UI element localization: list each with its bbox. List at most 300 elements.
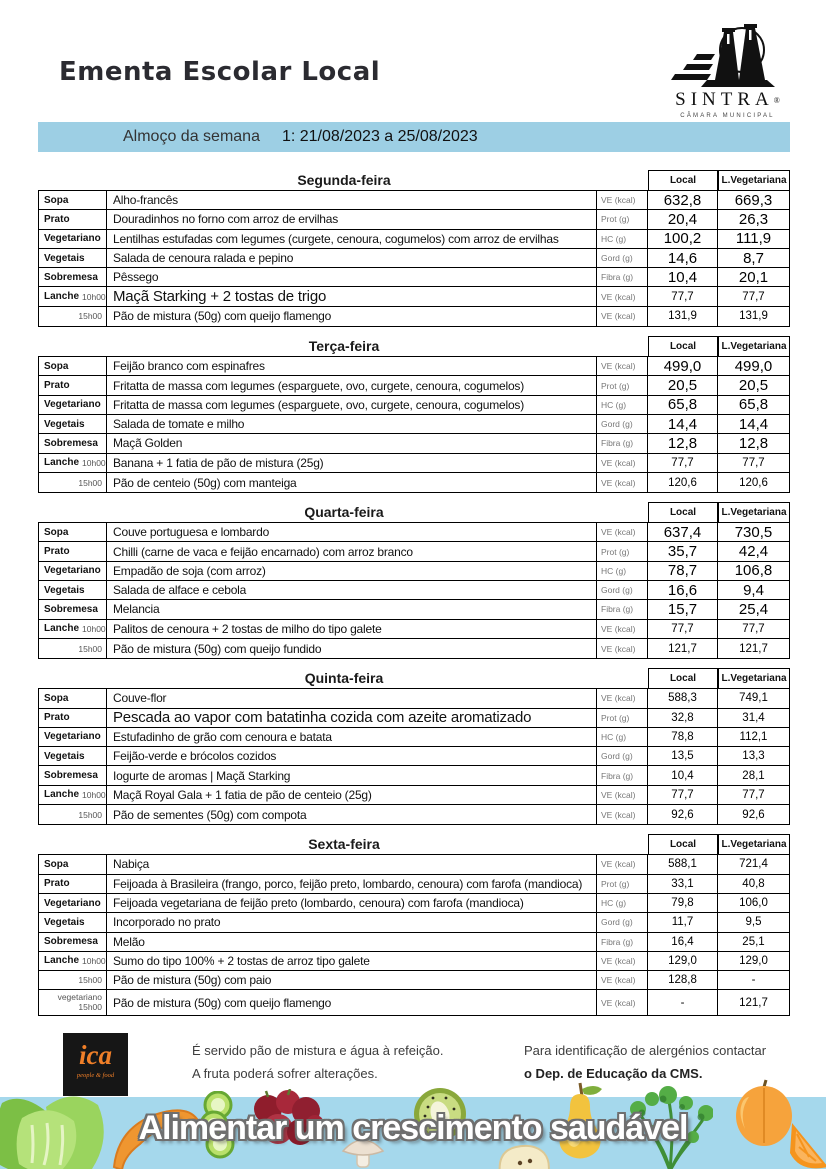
dish-text: Sumo do tipo 100% + 2 tostas de arroz tipo galete (107, 952, 597, 970)
col-header-vegetariana: L.Vegetariana (718, 336, 790, 356)
value-vegetariana: 111,9 (735, 230, 772, 248)
col-header-local: Local (648, 502, 718, 522)
value-vegetariana: 92,6 (742, 808, 765, 821)
day-section (38, 502, 790, 659)
dish-text: Feijoada à Brasileira (frango, porco, feijão preto, lombardo, cenoura) com farofa (mandioca) (107, 875, 597, 893)
dish-text: Pescada ao vapor com batatinha cozida com azeite aromatizado (107, 709, 597, 727)
value-local-cell (648, 473, 718, 492)
dish-text: Douradinhos no forno com arroz de ervilhas (107, 210, 597, 228)
value-vegetariana: 77,7 (742, 290, 765, 303)
dish-text: Feijão-verde e brócolos cozidos (107, 747, 597, 765)
value-vegetariana-cell (718, 376, 789, 394)
sintra-subtitle: CÂMARA MUNICIPAL (680, 113, 775, 119)
dish-text: Salada de tomate e milho (107, 415, 597, 433)
value-local-cell (648, 396, 718, 414)
value-local: 128,8 (668, 974, 697, 987)
value-vegetariana: 20,1 (738, 268, 769, 286)
value-local-cell (648, 747, 718, 765)
row-label: Lanche (44, 291, 80, 303)
value-vegetariana-cell (718, 620, 789, 638)
day-section (38, 668, 790, 825)
value-local-cell (648, 191, 718, 209)
value-vegetariana: 25,4 (738, 600, 769, 618)
value-local-cell (648, 894, 718, 912)
dish-text: Pão de mistura (50g) com queijo flamengo (107, 990, 597, 1015)
row-time: 15h00 (78, 643, 102, 654)
row-label: Sopa (44, 858, 69, 870)
value-vegetariana-cell (718, 268, 789, 286)
nutrient-label: Gord (g) (597, 913, 648, 931)
value-vegetariana: 31,4 (742, 711, 765, 724)
row-time: 15h00 (78, 975, 102, 986)
menu-row (39, 268, 789, 287)
nutrient-label: HC (g) (597, 230, 648, 248)
row-label: Vegetais (44, 916, 85, 928)
row-label-cell (39, 287, 107, 305)
row-label-cell (39, 230, 107, 248)
row-label-cell (39, 709, 107, 727)
row-label: Prato (44, 213, 70, 225)
menu-row (39, 620, 789, 639)
dish-text: Couve portuguesa e lombardo (107, 523, 597, 541)
menu-row (39, 786, 789, 805)
value-vegetariana: 9,4 (743, 581, 764, 599)
value-local: 77,7 (671, 290, 694, 303)
value-vegetariana-cell (718, 728, 789, 746)
footer-note-allergens-line2: o Dep. de Educação da CMS. (524, 1065, 703, 1081)
value-local-cell (648, 620, 718, 638)
value-vegetariana: 28,1 (742, 769, 765, 782)
week-banner-label: Almoço da semana (123, 128, 260, 145)
dish-text: Empadão de soja (com arroz) (107, 562, 597, 580)
footer-note-bread (192, 1040, 443, 1086)
row-time: 10h00 (82, 955, 106, 966)
value-local: 77,7 (671, 456, 694, 469)
nutrient-label: HC (g) (597, 894, 648, 912)
row-label-cell (39, 747, 107, 765)
value-vegetariana-cell (718, 875, 789, 893)
row-label-cell (39, 913, 107, 931)
dish-text: Feijão branco com espinafres (107, 357, 597, 375)
row-label: Vegetais (44, 252, 85, 264)
day-section (38, 170, 790, 327)
nutrient-label: VE (kcal) (597, 855, 648, 873)
row-label-cell (39, 434, 107, 452)
row-label-cell (39, 542, 107, 560)
day-title: Quinta-feira (304, 670, 384, 687)
menu-row (39, 376, 789, 395)
row-label: Vegetariano (44, 897, 101, 909)
value-vegetariana: 77,7 (742, 622, 765, 635)
menu-row (39, 990, 789, 1015)
value-vegetariana-cell (718, 805, 789, 824)
value-local-cell (648, 805, 718, 824)
dish-text: Pão de mistura (50g) com queijo fundido (107, 639, 597, 658)
dish-text: Nabiça (107, 855, 597, 873)
row-label: Vegetariano (44, 399, 101, 411)
row-time: 15h00 (78, 809, 102, 820)
value-local: 16,6 (667, 581, 698, 599)
nutrient-label: VE (kcal) (597, 639, 648, 658)
nutrient-label: VE (kcal) (597, 786, 648, 804)
nutrient-label: Fibra (g) (597, 933, 648, 951)
footer-note-allergens-line1: Para identificação de alergénios contactar (524, 1043, 767, 1058)
value-vegetariana: 25,1 (742, 935, 765, 948)
value-vegetariana: 9,5 (745, 916, 762, 929)
value-vegetariana-cell (718, 747, 789, 765)
nutrient-label: VE (kcal) (597, 990, 648, 1015)
value-local-cell (648, 562, 718, 580)
dish-text: Lentilhas estufadas com legumes (curgete, cenoura, cogumelos) com arroz de ervilhas (107, 230, 597, 248)
value-local-cell (648, 307, 718, 326)
menu-row (39, 805, 789, 824)
week-banner-range: 1: 21/08/2023 a 25/08/2023 (281, 128, 478, 145)
value-vegetariana-cell (718, 639, 789, 658)
value-local: 121,7 (668, 642, 697, 655)
value-local: 131,9 (668, 310, 697, 323)
value-local: 78,7 (667, 562, 698, 580)
value-vegetariana-cell (718, 581, 789, 599)
value-local-cell (648, 728, 718, 746)
row-label-cell (39, 191, 107, 209)
row-time: 10h00 (82, 623, 106, 634)
col-header-local: Local (648, 834, 718, 854)
value-vegetariana: 20,5 (738, 377, 769, 395)
value-vegetariana: 106,0 (739, 897, 768, 910)
day-title: Sexta-feira (308, 836, 380, 853)
row-time-prefix: vegetariano (57, 992, 102, 1003)
menu-row (39, 357, 789, 376)
dish-text: Palitos de cenoura + 2 tostas de milho do tipo galete (107, 620, 597, 638)
nutrient-label: Prot (g) (597, 875, 648, 893)
dish-text: Pêssego (107, 268, 597, 286)
day-header (38, 336, 790, 356)
dish-text: Couve-flor (107, 689, 597, 707)
nutrient-label: Gord (g) (597, 415, 648, 433)
row-label: Lanche (44, 623, 80, 635)
row-label-cell (39, 376, 107, 394)
value-local-cell (648, 542, 718, 560)
row-time-stack (58, 993, 102, 1013)
day-section (38, 834, 790, 1016)
menu-row (39, 971, 789, 990)
ica-wordmark: ica (79, 1040, 112, 1070)
value-local-cell (648, 268, 718, 286)
value-local: 632,8 (663, 191, 702, 209)
banner-slogan: Alimentar um crescimento saudável (138, 1109, 688, 1147)
row-label: Sobremesa (44, 437, 98, 449)
row-label: Vegetais (44, 750, 85, 762)
dish-text: Maçã Golden (107, 434, 597, 452)
value-vegetariana-cell (718, 600, 789, 618)
value-local: 637,4 (663, 523, 702, 541)
dish-text: Maçã Starking + 2 tostas de trigo (107, 287, 597, 305)
value-vegetariana-cell (718, 249, 789, 267)
nutrient-label: VE (kcal) (597, 952, 648, 970)
row-label: Sopa (44, 194, 69, 206)
value-vegetariana-cell (718, 473, 789, 492)
row-label: Sobremesa (44, 770, 98, 782)
row-label: Sopa (44, 526, 69, 538)
dish-text: Feijoada vegetariana de feijão preto (lombardo, cenoura) com farofa (mandioca) (107, 894, 597, 912)
day-table (38, 854, 790, 1016)
nutrient-label: HC (g) (597, 562, 648, 580)
value-vegetariana: 14,4 (738, 415, 769, 433)
day-header (38, 502, 790, 522)
menu-row (39, 933, 789, 952)
value-local-cell (648, 230, 718, 248)
menu-tables (38, 170, 790, 1025)
value-vegetariana-cell (718, 357, 789, 375)
value-vegetariana: 121,7 (739, 642, 768, 655)
row-label: Prato (44, 380, 70, 392)
value-local-cell (648, 210, 718, 228)
dish-text: Chilli (carne de vaca e feijão encarnado) com arroz branco (107, 542, 597, 560)
value-local: 78,8 (671, 730, 694, 743)
value-vegetariana: 77,7 (742, 456, 765, 469)
row-label-cell (39, 396, 107, 414)
row-label: Sobremesa (44, 603, 98, 615)
menu-row (39, 249, 789, 268)
row-label-cell (39, 600, 107, 618)
menu-row (39, 396, 789, 415)
value-local: 129,0 (668, 954, 697, 967)
row-time: 15h00 (78, 311, 102, 322)
value-local: 79,8 (671, 897, 694, 910)
row-label: Vegetais (44, 584, 85, 596)
menu-row (39, 766, 789, 785)
nutrient-label: Prot (g) (597, 709, 648, 727)
menu-row (39, 913, 789, 932)
row-label-cell (39, 473, 107, 492)
value-vegetariana: 42,4 (738, 543, 769, 561)
value-vegetariana-cell (718, 523, 789, 541)
dish-text: Estufadinho de grão com cenoura e batata (107, 728, 597, 746)
col-header-vegetariana: L.Vegetariana (718, 170, 790, 190)
value-vegetariana-cell (718, 210, 789, 228)
day-title: Quarta-feira (304, 504, 384, 521)
row-label-cell (39, 249, 107, 267)
value-vegetariana: 131,9 (739, 310, 768, 323)
value-local-cell (648, 454, 718, 472)
value-vegetariana-cell (718, 287, 789, 305)
day-header (38, 170, 790, 190)
value-local-cell (648, 875, 718, 893)
row-label: Prato (44, 546, 70, 558)
row-label: Lanche (44, 955, 80, 967)
value-vegetariana-cell (718, 689, 789, 707)
value-local: 77,7 (671, 622, 694, 635)
row-label: Vegetais (44, 418, 85, 430)
row-time: 15h00 (78, 477, 102, 488)
day-header (38, 834, 790, 854)
row-label-cell (39, 210, 107, 228)
value-local-cell (648, 434, 718, 452)
nutrient-label: Fibra (g) (597, 600, 648, 618)
row-label-cell (39, 415, 107, 433)
menu-row (39, 639, 789, 658)
value-local: 10,4 (671, 769, 694, 782)
value-local: 120,6 (668, 476, 697, 489)
value-local-cell (648, 971, 718, 989)
menu-row (39, 600, 789, 619)
row-label-cell (39, 766, 107, 784)
row-label-cell (39, 990, 107, 1015)
nutrient-label: VE (kcal) (597, 971, 648, 989)
row-label-cell (39, 689, 107, 707)
value-local: 35,7 (667, 543, 698, 561)
value-vegetariana: 120,6 (739, 476, 768, 489)
value-local-cell (648, 952, 718, 970)
value-local: 20,5 (667, 377, 698, 395)
row-label: Lanche (44, 789, 80, 801)
dish-text: Maçã Royal Gala + 1 fatia de pão de centeio (25g) (107, 786, 597, 804)
value-local-cell (648, 913, 718, 931)
value-local: 32,8 (671, 711, 694, 724)
nutrient-label: Fibra (g) (597, 434, 648, 452)
dish-text: Pão de mistura (50g) com queijo flamengo (107, 307, 597, 326)
row-label-cell (39, 307, 107, 326)
nutrient-label: Gord (g) (597, 581, 648, 599)
value-vegetariana: 65,8 (738, 396, 769, 414)
value-local-cell (648, 786, 718, 804)
value-vegetariana-cell (718, 894, 789, 912)
value-local: 12,8 (667, 434, 698, 452)
value-vegetariana-cell (718, 434, 789, 452)
footer-note-bread-line2: A fruta poderá sofrer alterações. (192, 1065, 378, 1081)
row-time: 15h00 (78, 1001, 102, 1012)
sintra-wordmark: SINTRA® (675, 89, 780, 110)
row-label-cell (39, 639, 107, 658)
nutrient-label: VE (kcal) (597, 287, 648, 305)
value-local-cell (648, 689, 718, 707)
value-local: 588,1 (668, 858, 697, 871)
value-vegetariana-cell (718, 191, 789, 209)
value-vegetariana: 40,8 (742, 877, 765, 890)
day-table (38, 688, 790, 825)
value-local: 77,7 (671, 788, 694, 801)
menu-row (39, 855, 789, 874)
value-vegetariana-cell (718, 454, 789, 472)
dish-text: Salada de alface e cebola (107, 581, 597, 599)
value-vegetariana-cell (718, 786, 789, 804)
value-vegetariana: 749,1 (739, 692, 768, 705)
value-local: 92,6 (671, 808, 694, 821)
value-vegetariana-cell (718, 542, 789, 560)
row-label: Vegetariano (44, 565, 101, 577)
value-vegetariana: 669,3 (734, 191, 773, 209)
value-vegetariana-cell (718, 766, 789, 784)
value-vegetariana-cell (718, 415, 789, 433)
nutrient-label: VE (kcal) (597, 473, 648, 492)
value-local-cell (648, 415, 718, 433)
menu-row (39, 287, 789, 306)
value-vegetariana: 499,0 (734, 357, 773, 375)
value-vegetariana-cell (718, 855, 789, 873)
value-local-cell (648, 376, 718, 394)
value-local: 15,7 (667, 600, 698, 618)
value-local: 588,3 (668, 692, 697, 705)
sintra-logo (655, 24, 800, 119)
value-local-cell (648, 709, 718, 727)
row-label-cell (39, 971, 107, 989)
registered-mark: ® (773, 96, 780, 105)
value-vegetariana-cell (718, 971, 789, 989)
value-local: 100,2 (663, 230, 702, 248)
row-label: Sobremesa (44, 936, 98, 948)
dish-text: Fritatta de massa com legumes (esparguete, ovo, curgete, cenoura, cogumelos) (107, 396, 597, 414)
nutrient-label: HC (g) (597, 728, 648, 746)
menu-row (39, 952, 789, 971)
dish-text: Pão de centeio (50g) com manteiga (107, 473, 597, 492)
nutrient-label: VE (kcal) (597, 191, 648, 209)
value-vegetariana: 721,4 (739, 858, 768, 871)
menu-row (39, 523, 789, 542)
value-local-cell (648, 249, 718, 267)
value-local-cell (648, 523, 718, 541)
row-label-cell (39, 268, 107, 286)
row-label-cell (39, 523, 107, 541)
row-time: 10h00 (82, 291, 106, 302)
row-label-cell (39, 786, 107, 804)
row-label-cell (39, 562, 107, 580)
value-local-cell (648, 639, 718, 658)
nutrient-label: VE (kcal) (597, 523, 648, 541)
row-label: Prato (44, 878, 70, 890)
nutrient-label: VE (kcal) (597, 307, 648, 326)
row-label: Vegetariano (44, 731, 101, 743)
dish-text: Salada de cenoura ralada e pepino (107, 249, 597, 267)
value-local: 14,4 (667, 415, 698, 433)
row-label-cell (39, 952, 107, 970)
menu-row (39, 747, 789, 766)
row-label-cell (39, 581, 107, 599)
row-label: Sopa (44, 360, 69, 372)
row-label-cell (39, 357, 107, 375)
dish-text: Incorporado no prato (107, 913, 597, 931)
bottom-banner (0, 1097, 826, 1169)
nutrient-label: Fibra (g) (597, 268, 648, 286)
dish-text: Melancia (107, 600, 597, 618)
value-vegetariana: 26,3 (738, 210, 769, 228)
value-vegetariana-cell (718, 913, 789, 931)
row-label: Sobremesa (44, 271, 98, 283)
menu-row (39, 454, 789, 473)
col-header-local: Local (648, 336, 718, 356)
nutrient-label: VE (kcal) (597, 357, 648, 375)
value-vegetariana: 730,5 (734, 523, 773, 541)
dish-text: Banana + 1 fatia de pão de mistura (25g) (107, 454, 597, 472)
ica-tagline: people & food (76, 1072, 115, 1079)
nutrient-label: Prot (g) (597, 376, 648, 394)
value-local: - (680, 996, 685, 1009)
row-label-cell (39, 620, 107, 638)
day-section (38, 336, 790, 493)
col-header-vegetariana: L.Vegetariana (718, 502, 790, 522)
value-local-cell (648, 990, 718, 1015)
menu-row (39, 894, 789, 913)
row-label-cell (39, 933, 107, 951)
col-header-local: Local (648, 170, 718, 190)
dish-text: Iogurte de aromas | Maçã Starking (107, 766, 597, 784)
menu-row (39, 709, 789, 728)
dish-text: Pão de sementes (50g) com compota (107, 805, 597, 824)
value-vegetariana-cell (718, 562, 789, 580)
day-table (38, 356, 790, 493)
menu-row (39, 728, 789, 747)
value-local: 13,5 (671, 750, 694, 763)
menu-row (39, 562, 789, 581)
